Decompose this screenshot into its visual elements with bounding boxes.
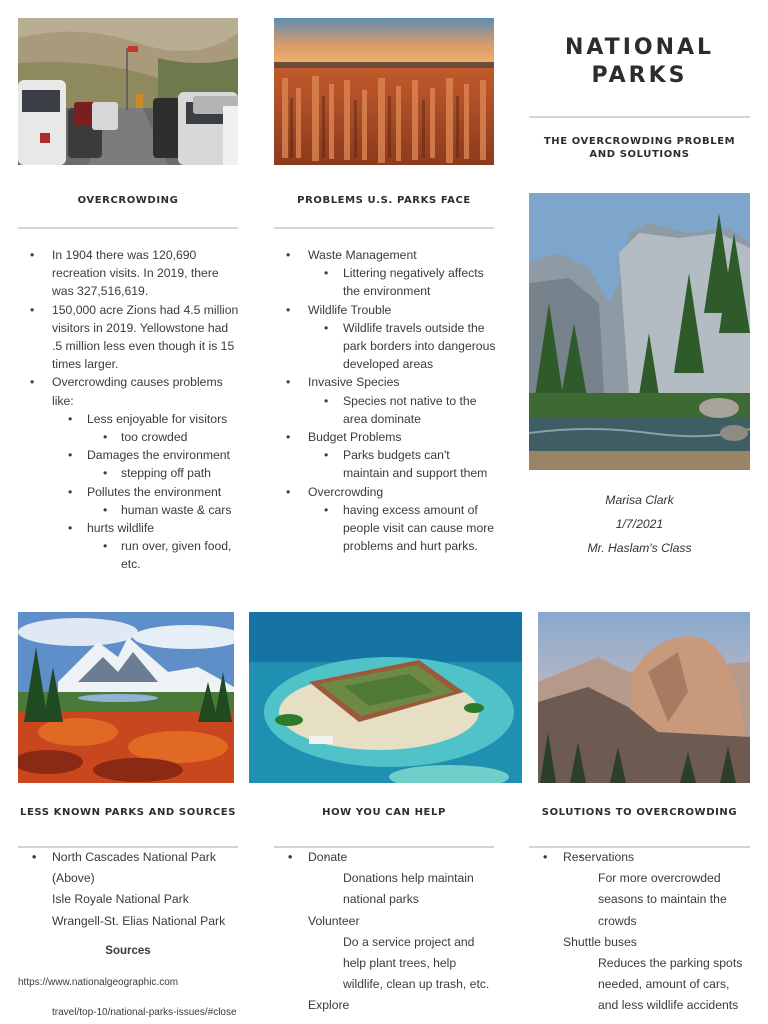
sources-heading: Sources bbox=[105, 945, 151, 957]
less-known-heading: LESS KNOWN PARKS AND SOURCES bbox=[19, 807, 236, 818]
list-item: • hurts wildlife bbox=[18, 519, 240, 537]
list-item: • Overcrowding causes problems like: bbox=[18, 373, 240, 409]
author-block bbox=[529, 488, 750, 560]
help-list bbox=[274, 847, 496, 1017]
solutions-list bbox=[529, 847, 751, 1017]
list-item: • having excess amount of people visit can cause more problems and hurt parks. bbox=[274, 501, 496, 556]
source-link-line-1[interactable]: https://www.nationalgeographic.com bbox=[18, 977, 179, 988]
list-item: • Pollutes the environment bbox=[18, 483, 240, 501]
list-item: • too crowded bbox=[18, 428, 240, 446]
list-item: • Littering negatively affects the environment bbox=[274, 264, 496, 300]
list-item: • Wrangell-St. Elias National Park bbox=[18, 911, 240, 932]
list-item: ◦ Donations help maintain national parks bbox=[274, 868, 496, 910]
yosemite-photo bbox=[529, 193, 750, 470]
help-heading: HOW YOU CAN HELP bbox=[322, 807, 446, 818]
author-class: Mr. Haslam's Class bbox=[587, 541, 692, 555]
list-item: ◦ Reduces the parking spots needed, amount of cars, and less wildlife accidents bbox=[529, 953, 751, 1017]
problems-divider bbox=[274, 227, 494, 229]
problems-list bbox=[274, 246, 496, 555]
fort-island-photo bbox=[249, 612, 522, 783]
list-item: • run over, given food, etc. bbox=[18, 537, 240, 573]
list-item: • Reservations bbox=[529, 847, 751, 868]
overcrowding-heading: OVERCROWDING bbox=[77, 195, 179, 206]
list-item: • Budget Problems bbox=[274, 428, 496, 446]
list-item: • Volunteer bbox=[274, 911, 496, 932]
list-item: • Species not native to the area dominate bbox=[274, 392, 496, 428]
north-cascades-photo bbox=[18, 612, 234, 783]
list-item: • human waste & cars bbox=[18, 501, 240, 519]
less-known-list bbox=[18, 847, 240, 932]
traffic-photo bbox=[18, 18, 238, 165]
list-item: • 150,000 acre Zions had 4.5 million visitors in 2019. Yellowstone had .5 million less even though it is 15 times larger. bbox=[18, 301, 240, 374]
list-item: • Shuttle buses bbox=[529, 932, 751, 953]
list-item: • Donate bbox=[274, 847, 496, 868]
list-item: • Waste Management bbox=[274, 246, 496, 264]
list-item: • Isle Royale National Park bbox=[18, 889, 240, 910]
list-item: • Invasive Species bbox=[274, 373, 496, 391]
overcrowding-divider bbox=[18, 227, 238, 229]
overcrowding-list bbox=[18, 246, 240, 574]
half-dome-photo bbox=[538, 612, 750, 783]
list-item: • Less enjoyable for visitors bbox=[18, 410, 240, 428]
list-item: ◦ Do a service project and help plant trees, help wildlife, clean up trash, etc. bbox=[274, 932, 496, 996]
list-item: • In 1904 there was 120,690 recreation visits. In 2019, there was 327,516,619. bbox=[18, 246, 240, 301]
title-line-2: PARKS bbox=[591, 63, 688, 88]
page-title bbox=[529, 34, 750, 90]
list-item: • Damages the environment bbox=[18, 446, 240, 464]
list-item: • Wildlife travels outside the park borders into dangerous developed areas bbox=[274, 319, 496, 374]
list-item: • Explore bbox=[274, 995, 496, 1016]
author-name: Marisa Clark bbox=[605, 493, 674, 507]
list-item: • Parks budgets can't maintain and support them bbox=[274, 446, 496, 482]
list-item: • North Cascades National Park (Above) bbox=[18, 847, 240, 889]
source-link-line-2[interactable]: travel/top-10/national-parks-issues/#close bbox=[52, 1007, 237, 1018]
title-divider bbox=[529, 116, 750, 118]
solutions-heading: SOLUTIONS TO OVERCROWDING bbox=[541, 807, 738, 818]
list-item: • Overcrowding bbox=[274, 483, 496, 501]
list-item: • stepping off path bbox=[18, 464, 240, 482]
author-date: 1/7/2021 bbox=[615, 517, 664, 531]
title-line-1: NATIONAL bbox=[564, 35, 715, 60]
list-item: • Wildlife Trouble bbox=[274, 301, 496, 319]
subtitle: THE OVERCROWDING PROBLEM AND SOLUTIONS bbox=[543, 136, 736, 160]
canyon-photo bbox=[274, 18, 494, 165]
list-item: ◦ For more overcrowded seasons to maintain the crowds bbox=[529, 868, 751, 932]
problems-heading: PROBLEMS U.S. PARKS FACE bbox=[297, 195, 471, 206]
